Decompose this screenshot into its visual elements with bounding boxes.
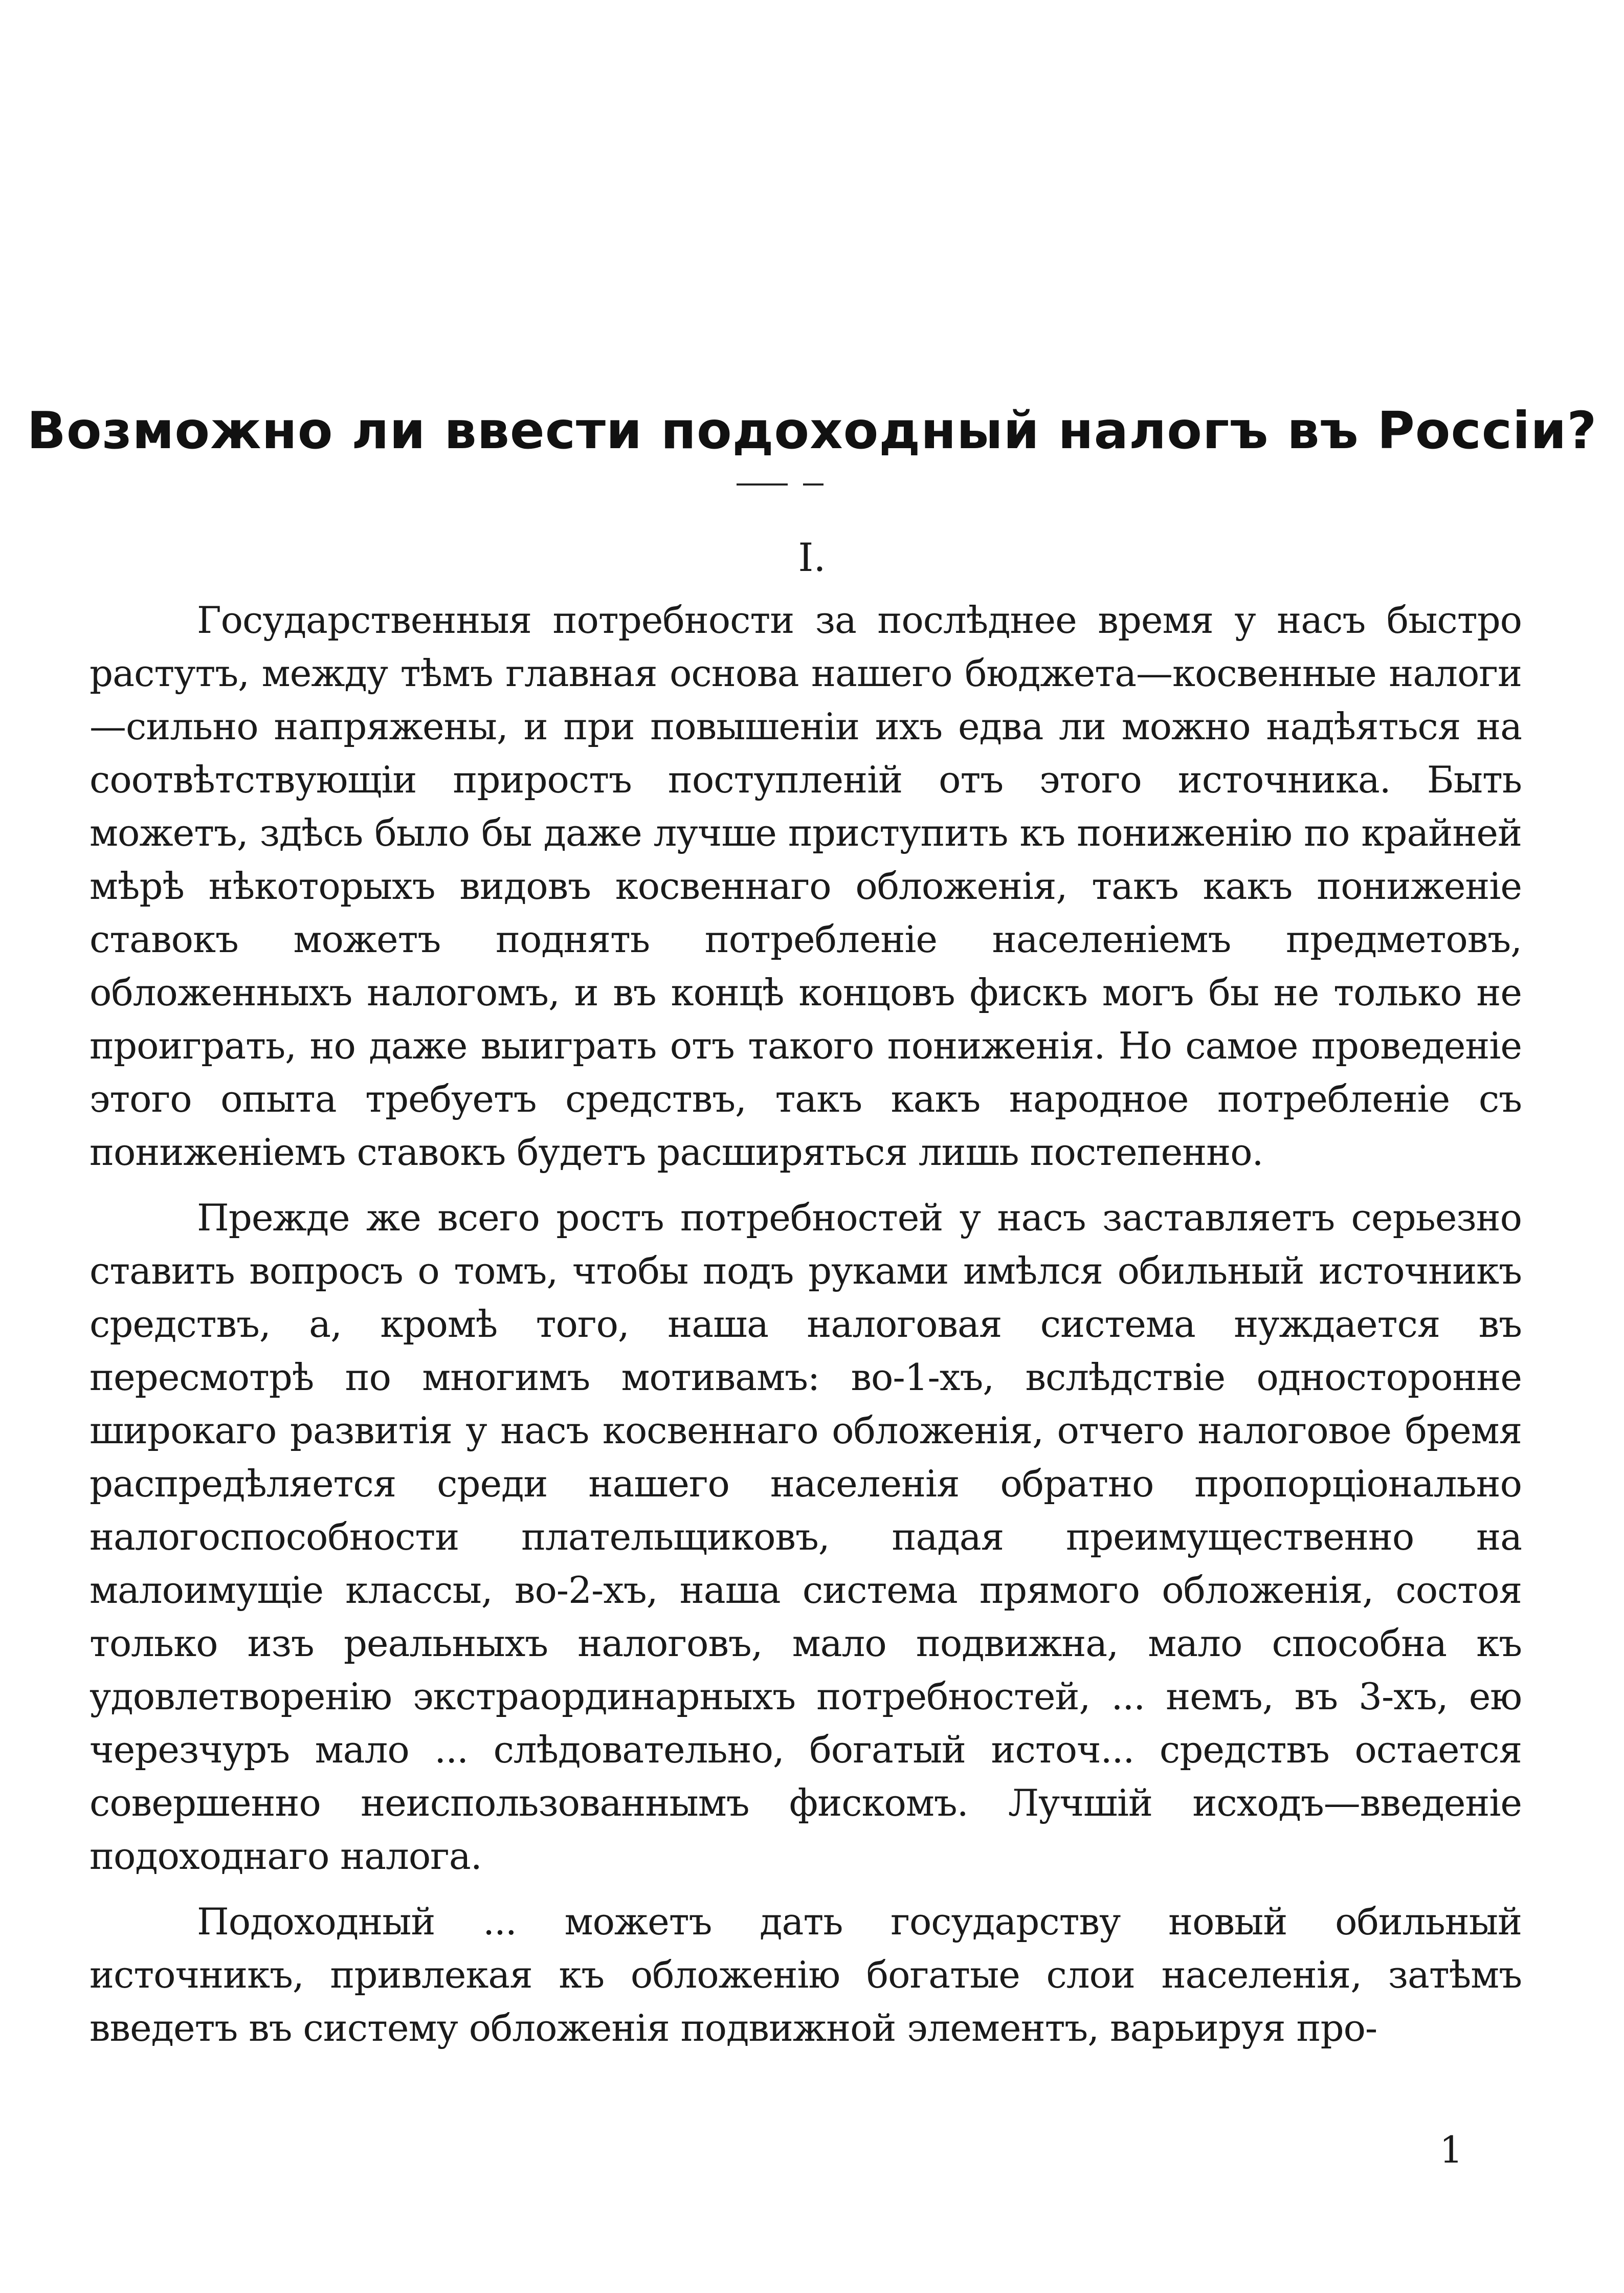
paragraph: Подоходный ... можетъ дать государству новый обильный источникъ, привлекая къ обложенію богатые слои населенія, затѣмъ введетъ въ систему обложенія подвижной элементъ, варьируя про- <box>90 1900 1522 2049</box>
title-divider-short <box>803 483 824 486</box>
paragraph: Прежде же всего ростъ потребностей у насъ заставляетъ серьезно ставить вопросъ о томъ, чтобы подъ руками имѣлся обильный источникъ средствъ, а, кромѣ того, наша налоговая система нуждается въ пересмотрѣ по многимъ мотивамъ: во-1-хъ, вслѣдствіе односторонне широкаго развитія у насъ косвеннаго обложенія, отчего налоговое бремя распредѣляется среди нашего населенія обратно пропорціонально налогоспособности плательщиковъ, падая преимущественно на малоимущіе классы, во-2-хъ, наша система прямого обложенія, состоя только изъ реальныхъ налоговъ, мало подвижна, мало способна къ удовлетворенію экстраординарныхъ потребностей, ... немъ, въ 3-хъ, ею черезчуръ мало ... слѣдовательно, богатый источ... средствъ остается совершенно неиспользованнымъ фискомъ. Лучшій исходъ—введеніе подоходнаго налога. <box>90 1196 1522 1878</box>
title-divider-long <box>737 483 788 486</box>
section-number: I. <box>798 535 826 580</box>
paragraph: Государственныя потребности за послѣднее время у насъ быстро растутъ, между тѣмъ главная основа нашего бюджета—косвенные налоги—сильно напряжены, и при повышеніи ихъ едва ли можно надѣяться на соотвѣтствующіи приростъ поступленій отъ этого источника. Быть можетъ, здѣсь было бы даже лучше приступить къ пониженію по крайней мѣрѣ нѣкоторыхъ видовъ косвеннаго обложенія, такъ какъ пониженіе ставокъ можетъ поднять потребленіе населеніемъ предметовъ, обложенныхъ налогомъ, и въ концѣ концовъ фискъ могъ бы не только не проиграть, но даже выиграть отъ такого пониженія. Но самое проведеніе этого опыта требуетъ средствъ, такъ какъ народное потребленіе съ пониженіемъ ставокъ будетъ расширяться лишь постепенно. <box>90 599 1522 1174</box>
article-body <box>90 593 1522 2067</box>
article-title: Возможно ли ввести подоходный налогъ въ Россіи? <box>27 401 1597 460</box>
page-number: 1 <box>1439 2128 1463 2171</box>
